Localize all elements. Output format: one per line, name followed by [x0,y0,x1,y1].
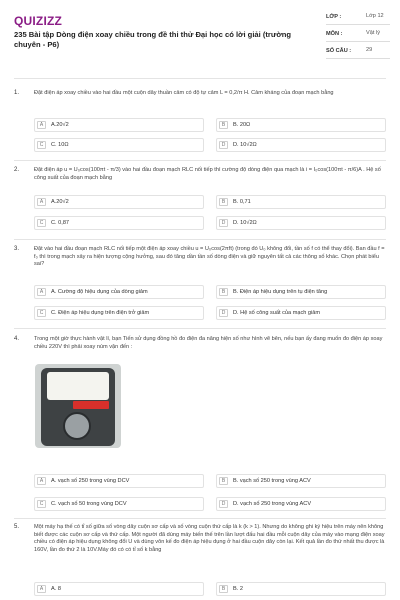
meta-subject-label: MÔN : [326,31,343,37]
option-a[interactable] [34,118,204,132]
multimeter-knob [63,412,91,440]
option-letter: C [37,141,46,149]
question-1 [14,90,386,98]
option-text: D. Hệ số công suất của mạch giảm [233,310,321,316]
option-text: C. 10Ω [51,142,69,148]
option-letter: A [37,288,46,296]
option-text: B. vạch số 250 trong vùng ACV [233,478,311,484]
question-5 [14,524,386,554]
meta-class-value: Lớp 12 [366,13,384,19]
option-text: D. 10√2Ω [233,220,257,226]
question-number: 4. [14,336,20,342]
option-a[interactable] [34,285,204,299]
question-divider [14,518,386,519]
option-text: A.20√2 [51,199,69,205]
option-d[interactable] [216,306,386,320]
multimeter-brand-label [73,401,109,409]
option-letter: B [219,198,228,206]
option-text: D. vạch số 250 trong vùng ACV [233,501,312,507]
option-a[interactable] [34,474,204,488]
option-letter: B [219,585,228,593]
question-divider [14,239,386,240]
meta-count-value: 29 [366,47,373,53]
option-letter: B [219,288,228,296]
option-text: A. Cường độ hiệu dụng của dòng giảm [51,289,148,295]
question-text: Đặt điện áp xoay chiều vào hai đầu một cuộn dây thuần cảm có độ tự cảm L = 0,2/π H. Cảm kháng của đoạn mạch bằng [34,90,334,96]
option-a[interactable] [34,582,204,596]
option-c[interactable] [34,306,204,320]
option-text: A. 8 [51,586,61,592]
option-text: B. 20Ω [233,122,251,128]
option-text: C. Điện áp hiệu dụng trên điện trở giảm [51,310,150,316]
option-text: D. 10√2Ω [233,142,257,148]
question-text: Đặt vào hai đầu đoạn mạch RLC nối tiếp một điện áp xoay chiều u = U₀cos(2πft) (trong đó U₀ không đổi, tần số f có thể thay đổi). Ban đầu f = f₀ thì trong mạch xảy ra hiện tượng cộng hưởng, sau đó tăng dần tần số dòng điện và giữ nguyên tất cả các thông số khác. Chọn phát biểu sai? [34,246,385,268]
meta-subject-value: Vật lý [366,30,380,36]
meta-class [326,12,390,25]
option-letter: B [219,121,228,129]
option-text: B. 0,71 [233,199,251,205]
option-text: B. Điện áp hiệu dụng trên tụ điện tăng [233,289,328,295]
option-letter: C [37,500,46,508]
question-number: 1. [14,90,20,96]
option-b[interactable] [216,474,386,488]
option-letter: D [219,141,228,149]
question-number: 5. [14,524,20,530]
meta-class-label: LỚP : [326,14,342,20]
option-c[interactable] [34,138,204,152]
meta-panel [326,12,390,63]
meta-count [326,46,390,59]
option-letter: A [37,585,46,593]
option-text: A.20√2 [51,122,69,128]
option-letter: D [219,500,228,508]
question-2 [14,167,386,182]
option-letter: A [37,121,46,129]
option-letter: A [37,198,46,206]
option-letter: D [219,309,228,317]
option-text: A. vạch số 250 trong vùng DCV [51,478,130,484]
option-letter: B [219,477,228,485]
option-b[interactable] [216,118,386,132]
question-4 [14,336,386,351]
option-letter: D [219,219,228,227]
option-letter: A [37,477,46,485]
meta-count-label: SỐ CÂU : [326,48,352,54]
option-d[interactable] [216,216,386,230]
option-letter: C [37,309,46,317]
question-text: Đặt điện áp u = U₀cos(100πt - π/3) vào hai đầu đoạn mạch RLC nối tiếp thì cường độ dòng điện qua mạch là i = I₀cos(100πt - π/6)A . Hệ số công suất của đoạn mạch bằng [34,167,381,181]
option-a[interactable] [34,195,204,209]
multimeter-image [35,364,121,448]
option-text: C. 0,87 [51,220,70,226]
question-text: Một máy hạ thế có tỉ số giữa số vòng dây cuộn sơ cấp và số vòng cuộn thứ cấp là k (k > 1). Nhưng do không ghi ký hiệu trên máy nên không biết được các cuộn sơ cấp và thứ cấp. Một người đã dùng máy biến thế trên lần lượt đấu hai đầu mỗi cuộn dây của máy vào mạng điện xoay chiều có điện áp hiệu dụng không đổi U và dùng vôn kế đo điện áp hiệu dụng ở hai đầu cuộn dây còn lại. Kết quả lần đo thứ nhất thu được là 160V, lần đo thứ 2 là 10V.Máy đó có có tỉ số k bằng [34,524,385,553]
question-divider [14,160,386,161]
question-text: Trong một giờ thực hành vật lí, bạn Tiến sử dụng đồng hồ đo điện đa năng hiện số như hình vẽ bên, nếu bạn ấy đang muốn đo điện áp xoay chiều 220V thì phải xoay núm vặn đến : [34,336,383,350]
option-b[interactable] [216,195,386,209]
header-divider [14,78,386,79]
question-number: 2. [14,167,20,173]
multimeter-body [41,368,115,446]
page-title: 235 Bài tập Dòng điện xoay chiều trong đề thi thử Đại học có lời giải (trường chuyên - P6) [14,30,292,49]
option-c[interactable] [34,497,204,511]
question-3 [14,246,386,269]
option-d[interactable] [216,497,386,511]
option-b[interactable] [216,582,386,596]
option-letter: C [37,219,46,227]
option-d[interactable] [216,138,386,152]
meta-subject [326,29,390,42]
option-text: C. vạch số 50 trong vùng DCV [51,501,127,507]
option-b[interactable] [216,285,386,299]
multimeter-dial [47,372,109,400]
option-c[interactable] [34,216,204,230]
question-number: 3. [14,246,20,252]
question-divider [14,328,386,329]
option-text: B. 2 [233,586,243,592]
quizizz-logo: QUIZIZZ [14,14,63,28]
